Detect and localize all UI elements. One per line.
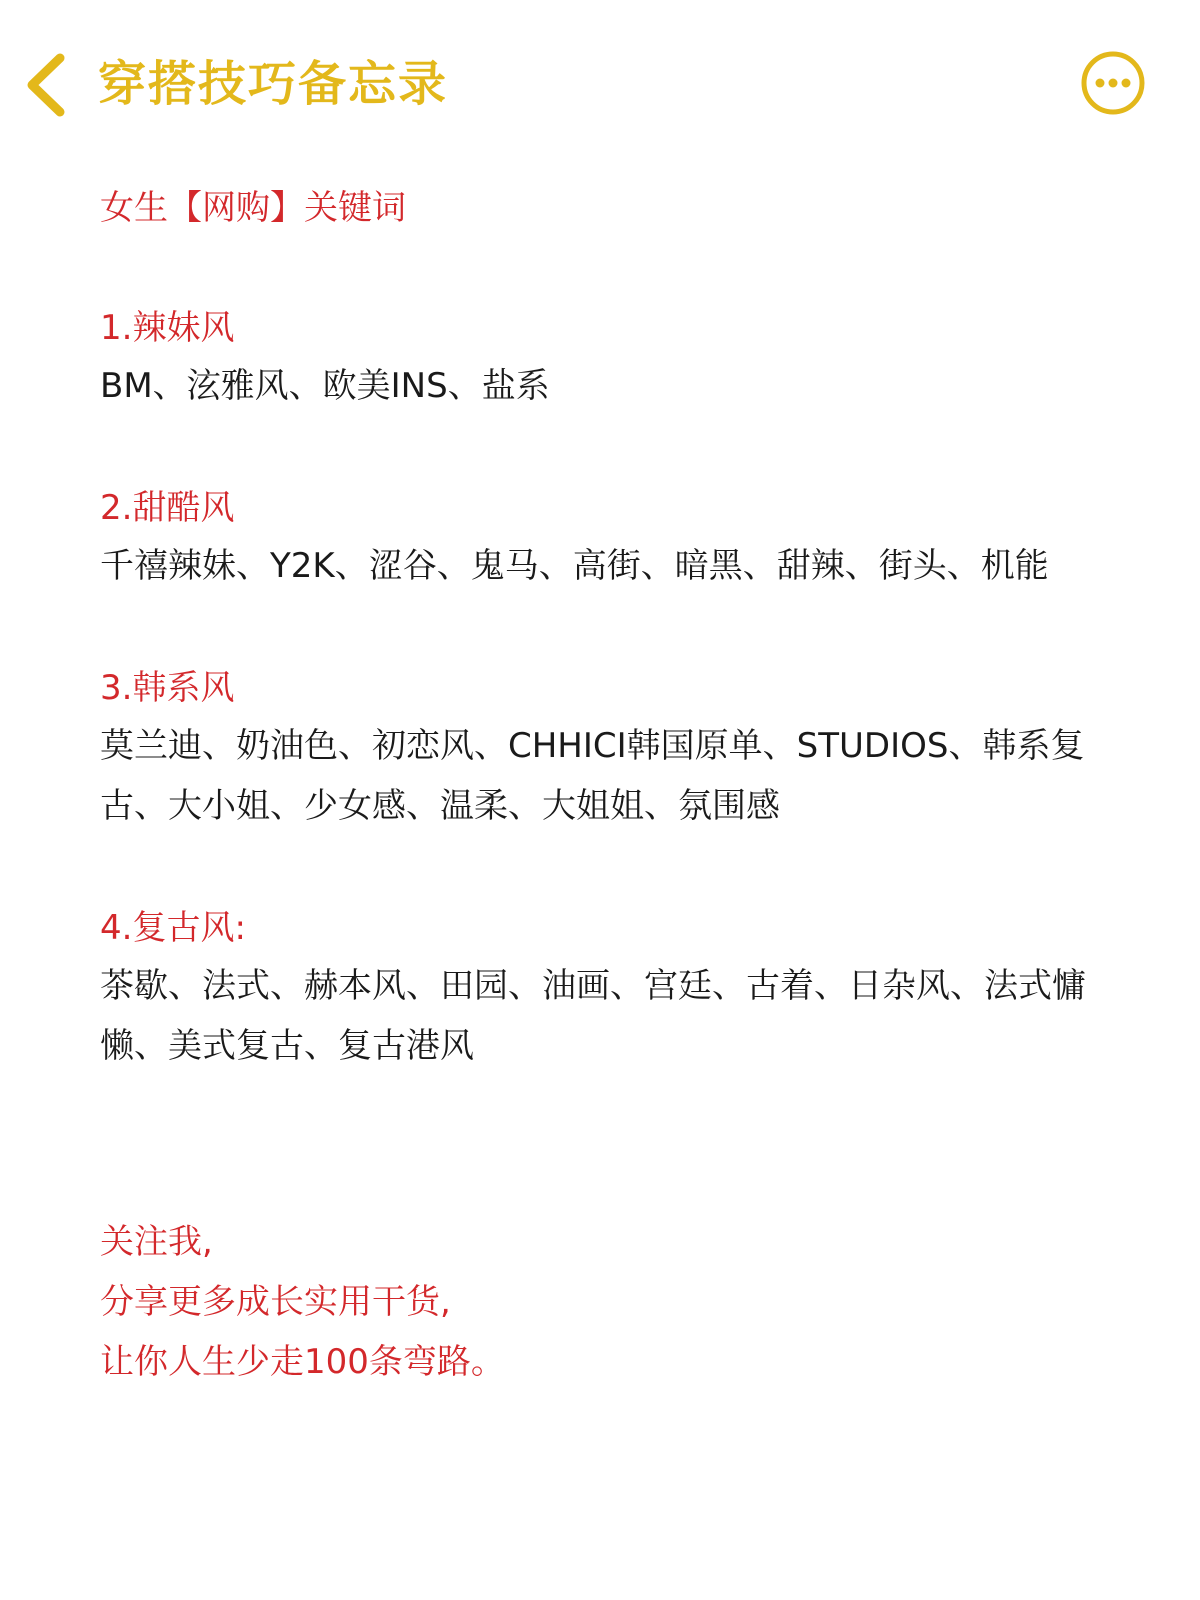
section-retro — [100, 900, 1100, 1076]
section-title: 3.韩系风 — [100, 668, 235, 708]
section-keywords: 千禧辣妹、Y2K、涩谷、鬼马、高街、暗黑、甜辣、街头、机能 — [100, 546, 1049, 586]
note-heading: 女生【网购】关键词 — [100, 188, 406, 228]
back-button[interactable] — [22, 52, 72, 118]
page-title: 穿搭技巧备忘录 — [98, 56, 449, 112]
section-title: 2.甜酷风 — [100, 488, 235, 528]
footer-line-follow: 关注我, — [100, 1222, 213, 1262]
footer-line-share: 分享更多成长实用干货, — [100, 1282, 451, 1322]
note-content — [100, 180, 1100, 1140]
section-spicy-girl — [100, 300, 1100, 416]
section-keywords: 茶歇、法式、赫本风、田园、油画、宫廷、古着、日杂风、法式慵懒、美式复古、复古港风 — [100, 966, 1086, 1066]
footer-line-shortcut: 让你人生少走100条弯路。 — [100, 1342, 505, 1382]
section-korean — [100, 660, 1100, 836]
section-title: 1.辣妹风 — [100, 308, 235, 348]
more-horizontal-icon — [1080, 50, 1146, 116]
more-button[interactable] — [1080, 50, 1146, 116]
section-keywords: BM、泫雅风、欧美INS、盐系 — [100, 366, 550, 406]
chevron-left-icon — [22, 52, 72, 118]
note-footer — [100, 1212, 1100, 1392]
section-keywords: 莫兰迪、奶油色、初恋风、CHHICI韩国原单、STUDIOS、韩系复古、大小姐、少女感、温柔、大姐姐、氛围感 — [100, 726, 1085, 826]
app-header — [0, 40, 1200, 130]
section-title: 4.复古风: — [100, 908, 246, 948]
section-sweet-cool — [100, 480, 1100, 596]
